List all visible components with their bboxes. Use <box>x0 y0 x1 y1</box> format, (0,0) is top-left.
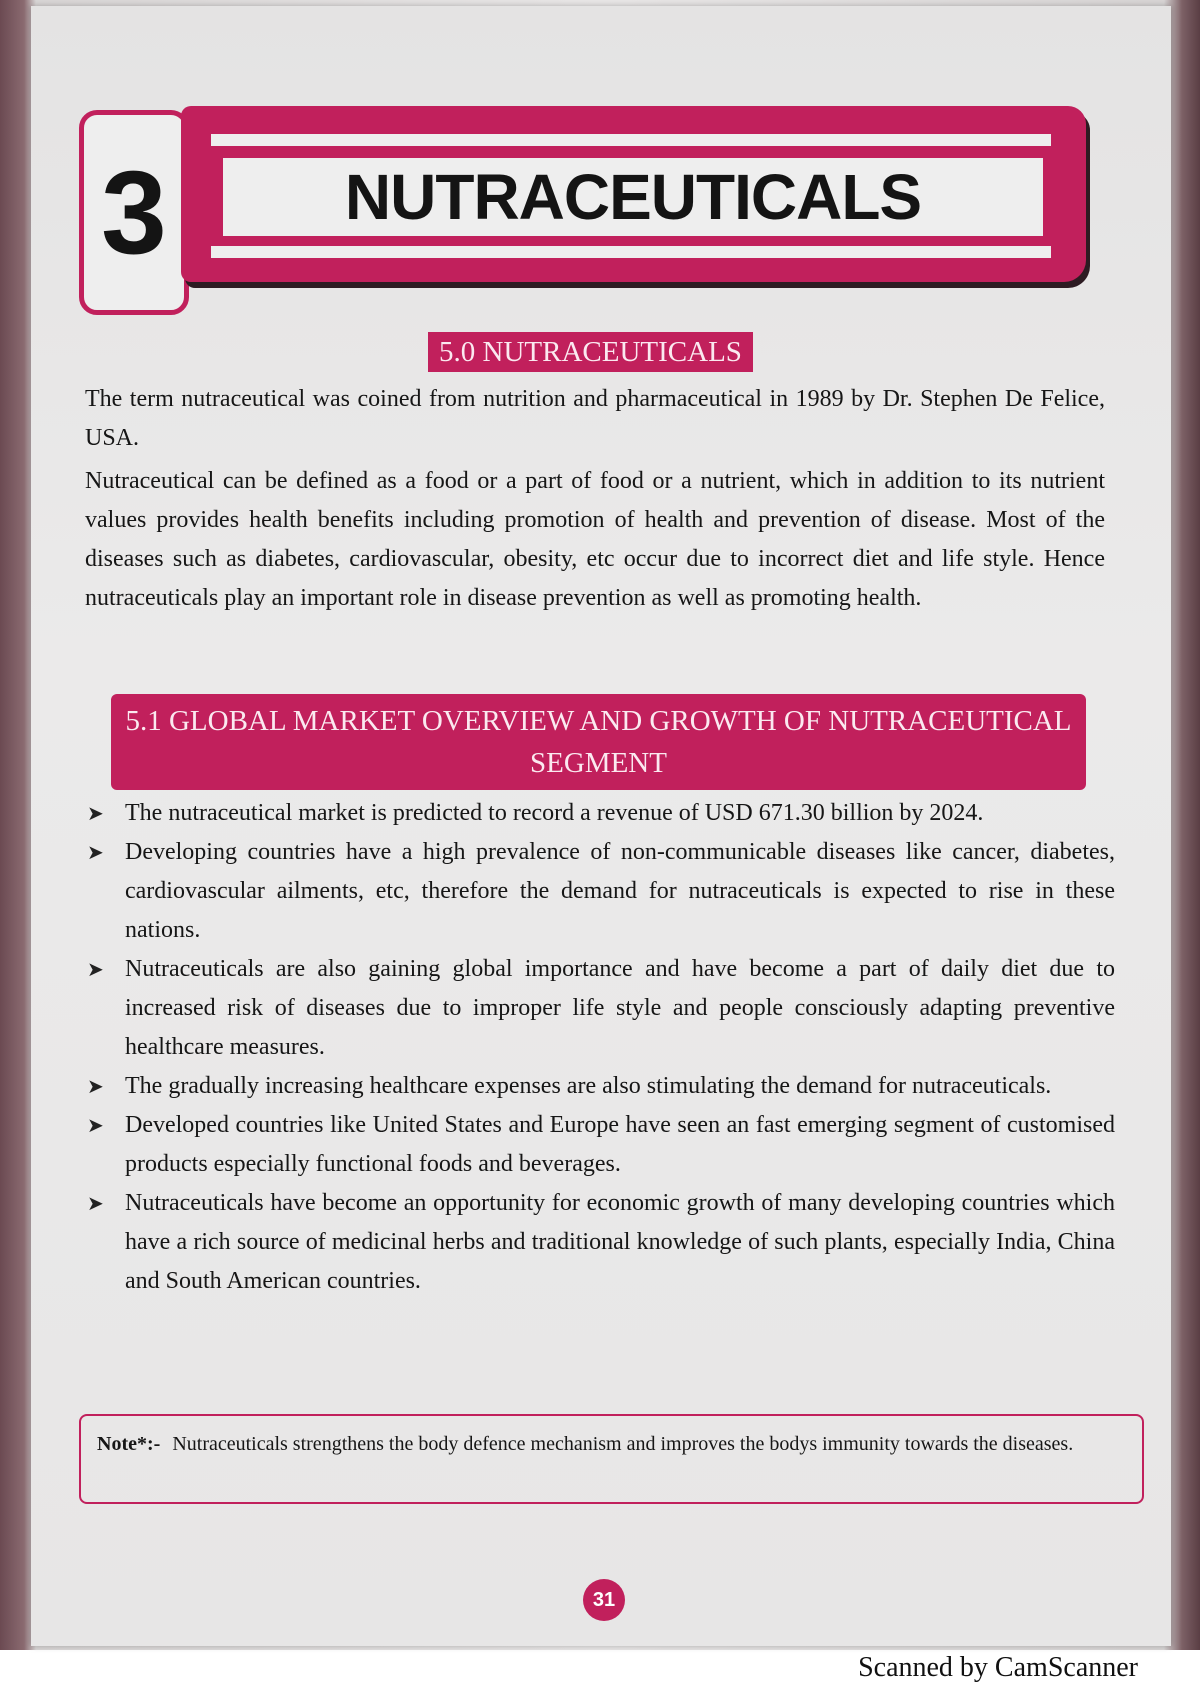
list-item <box>85 794 1115 833</box>
banner-panel <box>223 158 1043 236</box>
list-item <box>85 833 1115 950</box>
chapter-title: NUTRACEUTICALS <box>344 161 922 233</box>
chapter-number: 3 <box>101 146 167 279</box>
note-label: Note*:- <box>97 1433 161 1455</box>
note-box <box>79 1414 1144 1504</box>
section-heading-5-0: 5.0 NUTRACEUTICALS <box>428 332 753 372</box>
chapter-number-box <box>79 110 189 315</box>
bullet-text: Nutraceuticals are also gaining global importance and have become a part of daily diet due to increased risk of diseases due to improper life style and people consciously adapting preventive healthcare measures. <box>125 956 1115 1060</box>
intro-paragraph-definition-origin: The term nutraceutical was coined from nutrition and pharmaceutical in 1989 by Dr. Stephen De Felice, USA. <box>85 386 1105 451</box>
list-item <box>85 1106 1115 1184</box>
arrowhead-bullet-icon: ➤ <box>87 957 104 981</box>
bullet-text: Developing countries have a high prevalence of non-communicable diseases like cancer, diabetes, cardiovascular ailments, etc, therefore the demand for nutraceuticals is expected to rise in these nations. <box>125 839 1115 943</box>
chapter-banner <box>181 106 1086 282</box>
book-page <box>31 6 1171 1646</box>
list-item <box>85 1184 1115 1301</box>
bullet-text: The gradually increasing healthcare expenses are also stimulating the demand for nutraceuticals. <box>125 1073 1052 1099</box>
section-heading-5-1 <box>111 694 1086 790</box>
list-item <box>85 1067 1115 1106</box>
arrowhead-bullet-icon: ➤ <box>87 1074 104 1098</box>
banner-stripe-bottom <box>211 246 1051 258</box>
arrowhead-bullet-icon: ➤ <box>87 1113 104 1137</box>
bullet-text: The nutraceutical market is predicted to record a revenue of USD 671.30 billion by 2024. <box>125 800 984 826</box>
banner-stripe-top <box>211 134 1051 146</box>
market-bullet-list <box>85 794 1115 1301</box>
intro-paragraph-definition: Nutraceutical can be defined as a food or a part of food or a nutrient, which in addition to its nutrient values provides health benefits including promotion of health and prevention of disease. Most of the diseases such as diabetes, cardiovascular, obesity, etc occur due to incorrect diet and life style. Hence nutraceuticals play an important role in disease prevention as well as promoting health. <box>85 468 1105 611</box>
arrowhead-bullet-icon: ➤ <box>87 801 104 825</box>
arrowhead-bullet-icon: ➤ <box>87 1191 104 1215</box>
bullet-text: Nutraceuticals have become an opportunity for economic growth of many developing countries which have a rich source of medicinal herbs and traditional knowledge of such plants, especially India, China and South American countries. <box>125 1190 1115 1294</box>
bullet-text: Developed countries like United States and Europe have seen an fast emerging segment of customised products especially functional foods and beverages. <box>125 1112 1115 1177</box>
section-heading-5-1-line1: 5.1 GLOBAL MARKET OVERVIEW AND GROWTH OF NUTRACEUTICAL <box>125 705 1072 737</box>
page-number: 31 <box>583 1579 625 1621</box>
scanner-watermark: Scanned by CamScanner <box>858 1652 1138 1683</box>
section-heading-5-1-line2: SEGMENT <box>530 747 667 779</box>
list-item <box>85 950 1115 1067</box>
note-text: Nutraceuticals strengthens the body defence mechanism and improves the bodys immunity towards the diseases. <box>172 1433 1074 1455</box>
arrowhead-bullet-icon: ➤ <box>87 840 104 864</box>
